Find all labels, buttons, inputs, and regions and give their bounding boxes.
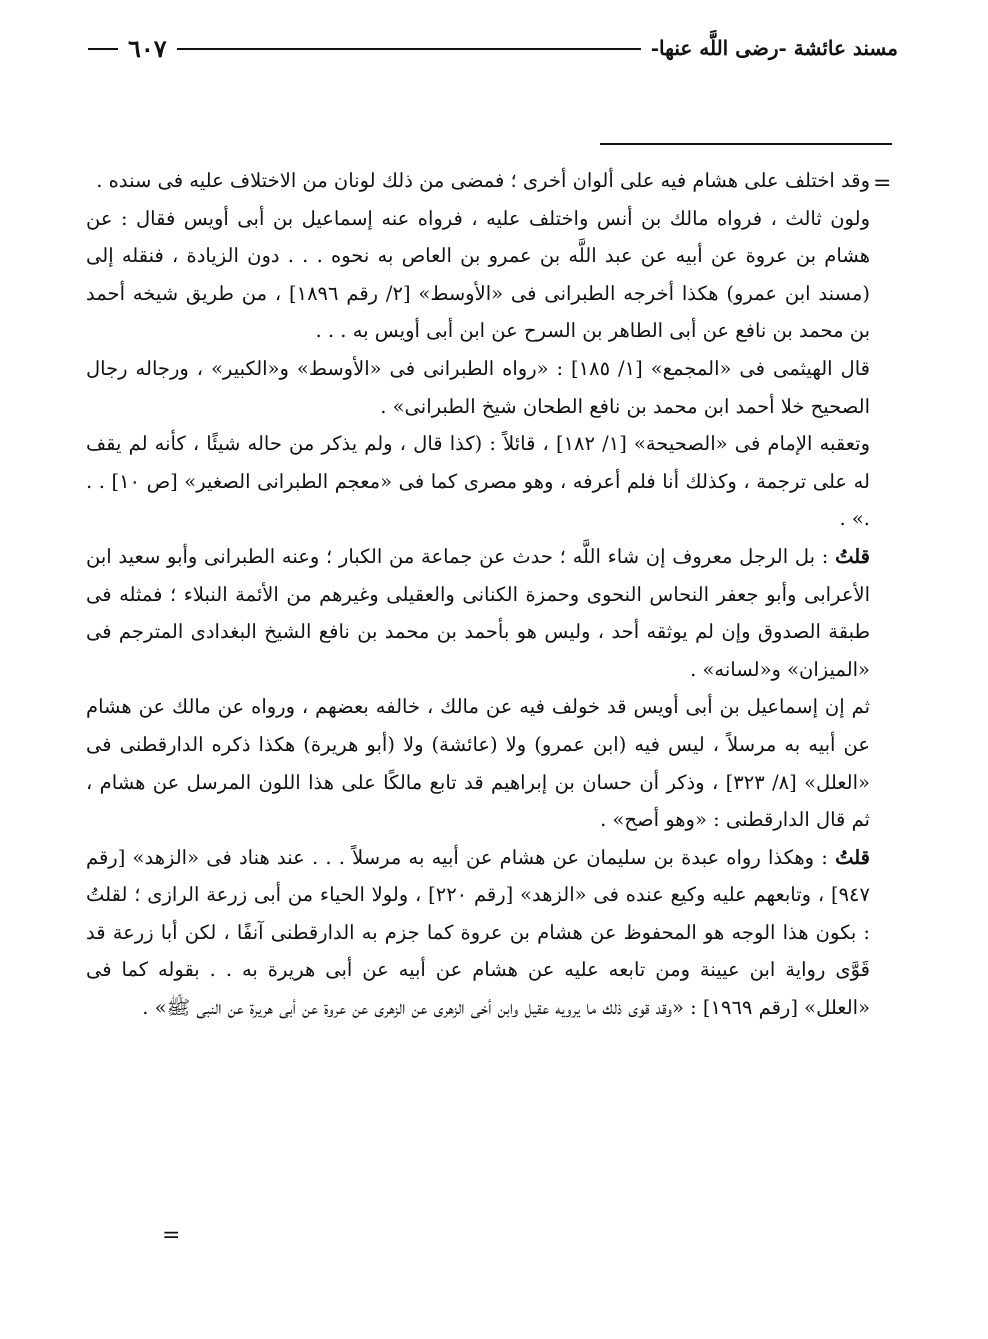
continuation-mark-bottom: = bbox=[162, 1223, 181, 1248]
paragraph: قلتُ : وهكذا رواه عبدة بن سليمان عن هشام عن أبيه به مرسلاً . . . عند هناد فى «الزهد» [رقم ٩٤٧] ، وتابعهم عليه وكيع عنده فى «الزهد» [رقم ٢٢٠] ، ولولا الحياء من أبى زرعة الرازى ؛ لقلتُ : بكون هذا الوجه هو المحفوظ عن هشام بن عروة كما جزم به الدارقطنى آنفًا ، لكن أبا زرعة قد قَوَّى رواية ابن عيينة ومن تابعه عليه عن هشام عن أبيه عن أبى هريرة به . . بقوله كما فى «العلل» [رقم ١٩٦٩] : «وقد قوى ذلك ما يرويه عقيل وابن أخى الزهرى عن الزهرى عن عروة عن أبى هريرة عن النبى ﷺ» . bbox=[86, 845, 870, 1020]
paragraph: قلتُ : بل الرجل معروف إن شاء اللَّه ؛ حدث عن جماعة من الكبار ؛ وعنه الطبرانى وأبو سعيد ابن الأعرابى وأبو جعفر النحاس النحوى وحمزة الكنانى والعقيلى وغيرهم من الأئمة النبلاء ؛ فمثله فى طبقة الصدوق وإن لم يوثقه أحد ، وليس هو بأحمد بن محمد بن نافع الشيخ البغدادى المترجم فى «الميزان» و«لسانه» . bbox=[86, 544, 870, 681]
paragraph: ثم إن إسماعيل بن أبى أويس قد خولف فيه عن مالك ، خالفه بعضهم ، ورواه عن مالك عن هشام عن أبيه به مرسلاً ، ليس فيه (ابن عمرو) ولا (عائشة) ولا (أبو هريرة) هكذا ذكره الدارقطنى فى «العلل» [٨/ ٣٢٣] ، وذكر أن حسان بن إبراهيم قد تابع مالكًا على هذا اللون المرسل عن هشام ، ثم قال الدارقطنى : «وهو أصح» . bbox=[86, 695, 870, 832]
running-header bbox=[88, 28, 898, 68]
paragraph: وتعقبه الإمام فى «الصحيحة» [١/ ١٨٢] ، قائلاً : (كذا قال ، ولم يذكر من حاله شيئًا ، كأنه لم يقف له على ترجمة ، وكذلك أنا فلم أعرفه ، وهو مصرى كما فى «معجم الطبرانى الصغير» [ص ١٠] . . .» . bbox=[86, 432, 870, 531]
footnote-body bbox=[86, 162, 870, 1027]
paragraph: ولون ثالث ، فرواه مالك بن أنس واختلف عليه ، فرواه عنه إسماعيل بن أبى أويس فقال : عن هشام بن عروة عن أبيه عن عبد اللَّه بن عمرو بن العاص به نحوه . . . دون الزيادة ، فنقله إلى (مسند ابن عمرو) هكذا أخرجه الطبرانى فى «الأوسط» [٢/ رقم ١٨٩٦] ، من طريق شيخه أحمد بن محمد بن نافع عن أبى الطاهر بن السرح عن ابن أبى أويس به . . . bbox=[86, 206, 870, 343]
paragraph-lead: قلتُ bbox=[835, 845, 870, 869]
page-number: ٦٠٧ bbox=[128, 33, 167, 63]
footnote-separator bbox=[600, 143, 892, 145]
paragraph: قال الهيثمى فى «المجمع» [١/ ١٨٥] : «رواه الطبرانى فى «الأوسط» و«الكبير» ، ورجاله رجال الصحيح خلا أحمد ابن محمد بن نافع الطحان شيخ الطبرانى» . bbox=[86, 356, 870, 418]
paragraph: وقد اختلف على هشام فيه على ألوان أخرى ؛ فمضى من ذلك لونان من الاختلاف عليه فى سنده . bbox=[96, 169, 870, 192]
header-rule bbox=[177, 48, 641, 50]
header-rule-end bbox=[88, 48, 118, 50]
continuation-mark-top: = bbox=[873, 171, 892, 196]
paragraph-lead: قلتُ bbox=[835, 544, 870, 568]
header-title: مسند عائشة -رضى اللَّه عنها- bbox=[650, 36, 898, 60]
